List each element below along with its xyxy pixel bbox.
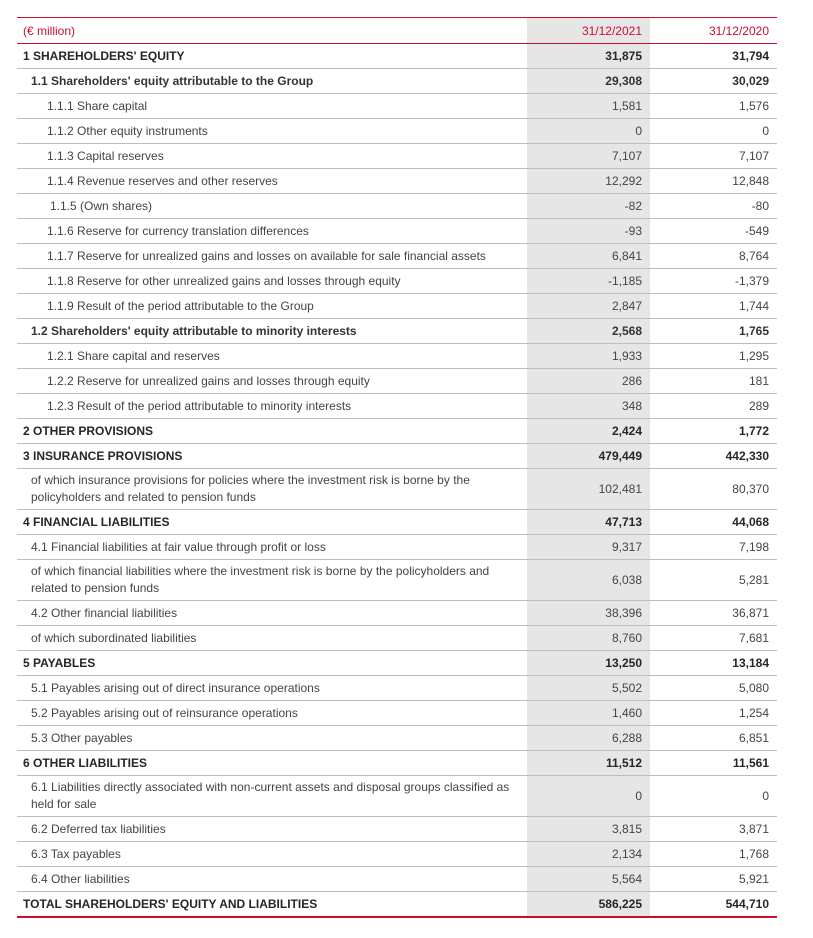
row-label: 1.1.6 Reserve for currency translation differences <box>17 219 527 244</box>
table-row <box>17 344 777 369</box>
row-label: 1 SHAREHOLDERS' EQUITY <box>17 44 527 69</box>
value-current: 2,568 <box>527 319 650 344</box>
table-row <box>17 726 777 751</box>
value-current: 348 <box>527 394 650 419</box>
column-header-previous: 31/12/2020 <box>650 18 777 44</box>
value-previous: -1,379 <box>650 269 777 294</box>
table-row <box>17 776 777 817</box>
row-label: 1.1.3 Capital reserves <box>17 144 527 169</box>
value-current: 1,933 <box>527 344 650 369</box>
value-current: 1,581 <box>527 94 650 119</box>
value-current: 586,225 <box>527 892 650 918</box>
table-row <box>17 469 777 510</box>
row-label: of which financial liabilities where the investment risk is borne by the policyholders and related to pension funds <box>17 560 527 601</box>
value-previous: 289 <box>650 394 777 419</box>
row-label: TOTAL SHAREHOLDERS' EQUITY AND LIABILITIES <box>17 892 527 918</box>
liabilities-table <box>17 17 777 918</box>
value-previous: 0 <box>650 119 777 144</box>
row-label: of which subordinated liabilities <box>17 626 527 651</box>
value-current: 11,512 <box>527 751 650 776</box>
value-previous: -80 <box>650 194 777 219</box>
row-label: 6.3 Tax payables <box>17 842 527 867</box>
row-label: 2 OTHER PROVISIONS <box>17 419 527 444</box>
value-current: 38,396 <box>527 601 650 626</box>
table-row <box>17 419 777 444</box>
table-row <box>17 751 777 776</box>
table-row <box>17 294 777 319</box>
value-current: 47,713 <box>527 510 650 535</box>
value-previous: 13,184 <box>650 651 777 676</box>
value-current: -82 <box>527 194 650 219</box>
row-label: 1.2.2 Reserve for unrealized gains and losses through equity <box>17 369 527 394</box>
table-row <box>17 651 777 676</box>
table-row <box>17 44 777 69</box>
value-previous: 80,370 <box>650 469 777 510</box>
row-label: 3 INSURANCE PROVISIONS <box>17 444 527 469</box>
row-label: 1.1.2 Other equity instruments <box>17 119 527 144</box>
value-previous: 544,710 <box>650 892 777 918</box>
table-row <box>17 219 777 244</box>
value-previous: 11,561 <box>650 751 777 776</box>
row-label: 6.4 Other liabilities <box>17 867 527 892</box>
table-row <box>17 444 777 469</box>
table-row <box>17 701 777 726</box>
row-label: 1.1.7 Reserve for unrealized gains and losses on available for sale financial assets <box>17 244 527 269</box>
value-previous: 181 <box>650 369 777 394</box>
value-previous: 7,107 <box>650 144 777 169</box>
row-label: 1.1.5 (Own shares) <box>17 194 527 219</box>
value-current: 5,564 <box>527 867 650 892</box>
value-current: 9,317 <box>527 535 650 560</box>
header-row <box>17 18 777 44</box>
value-previous: 0 <box>650 776 777 817</box>
unit-label: (€ million) <box>17 18 527 44</box>
value-current: 3,815 <box>527 817 650 842</box>
row-label: 1.1.4 Revenue reserves and other reserves <box>17 169 527 194</box>
value-previous: 12,848 <box>650 169 777 194</box>
row-label: 5 PAYABLES <box>17 651 527 676</box>
value-current: 1,460 <box>527 701 650 726</box>
row-label: of which insurance provisions for policies where the investment risk is borne by the policyholders and related to pension funds <box>17 469 527 510</box>
row-label: 1.2.3 Result of the period attributable to minority interests <box>17 394 527 419</box>
value-previous: 6,851 <box>650 726 777 751</box>
value-previous: 30,029 <box>650 69 777 94</box>
row-label: 4.2 Other financial liabilities <box>17 601 527 626</box>
value-previous: 3,871 <box>650 817 777 842</box>
row-label: 6.2 Deferred tax liabilities <box>17 817 527 842</box>
row-label: 1.1 Shareholders' equity attributable to the Group <box>17 69 527 94</box>
table-row <box>17 892 777 918</box>
value-current: 479,449 <box>527 444 650 469</box>
row-label: 5.3 Other payables <box>17 726 527 751</box>
value-previous: 36,871 <box>650 601 777 626</box>
table-row <box>17 319 777 344</box>
value-previous: 7,198 <box>650 535 777 560</box>
value-previous: 1,744 <box>650 294 777 319</box>
value-current: 0 <box>527 119 650 144</box>
value-previous: 442,330 <box>650 444 777 469</box>
table-row <box>17 94 777 119</box>
value-current: 7,107 <box>527 144 650 169</box>
value-previous: 1,576 <box>650 94 777 119</box>
column-header-current: 31/12/2021 <box>527 18 650 44</box>
row-label: 1.2 Shareholders' equity attributable to minority interests <box>17 319 527 344</box>
row-label: 1.1.8 Reserve for other unrealized gains and losses through equity <box>17 269 527 294</box>
row-label: 4.1 Financial liabilities at fair value through profit or loss <box>17 535 527 560</box>
value-current: 2,847 <box>527 294 650 319</box>
table-row <box>17 69 777 94</box>
value-previous: 5,080 <box>650 676 777 701</box>
table-row <box>17 394 777 419</box>
value-previous: 5,921 <box>650 867 777 892</box>
value-current: 2,134 <box>527 842 650 867</box>
value-previous: 1,772 <box>650 419 777 444</box>
table-body <box>17 44 777 918</box>
value-current: -93 <box>527 219 650 244</box>
table-row <box>17 510 777 535</box>
value-current: 6,288 <box>527 726 650 751</box>
table-row <box>17 169 777 194</box>
value-current: 2,424 <box>527 419 650 444</box>
value-previous: 8,764 <box>650 244 777 269</box>
table-row <box>17 842 777 867</box>
value-current: 5,502 <box>527 676 650 701</box>
value-previous: -549 <box>650 219 777 244</box>
value-current: -1,185 <box>527 269 650 294</box>
table-row <box>17 560 777 601</box>
row-label: 1.1.1 Share capital <box>17 94 527 119</box>
value-previous: 7,681 <box>650 626 777 651</box>
table-row <box>17 144 777 169</box>
value-previous: 1,254 <box>650 701 777 726</box>
value-previous: 31,794 <box>650 44 777 69</box>
value-current: 8,760 <box>527 626 650 651</box>
value-current: 6,841 <box>527 244 650 269</box>
row-label: 6.1 Liabilities directly associated with non-current assets and disposal groups classified as held for sale <box>17 776 527 817</box>
value-current: 0 <box>527 776 650 817</box>
table-row <box>17 535 777 560</box>
value-previous: 1,765 <box>650 319 777 344</box>
table-row <box>17 626 777 651</box>
table-row <box>17 676 777 701</box>
table-row <box>17 867 777 892</box>
row-label: 5.2 Payables arising out of reinsurance operations <box>17 701 527 726</box>
value-previous: 1,768 <box>650 842 777 867</box>
table-row <box>17 369 777 394</box>
value-previous: 1,295 <box>650 344 777 369</box>
value-previous: 44,068 <box>650 510 777 535</box>
table-row <box>17 119 777 144</box>
value-current: 102,481 <box>527 469 650 510</box>
row-label: 5.1 Payables arising out of direct insurance operations <box>17 676 527 701</box>
row-label: 4 FINANCIAL LIABILITIES <box>17 510 527 535</box>
table-row <box>17 817 777 842</box>
balance-sheet <box>17 17 777 918</box>
table-row <box>17 601 777 626</box>
value-current: 286 <box>527 369 650 394</box>
value-current: 29,308 <box>527 69 650 94</box>
table-row <box>17 244 777 269</box>
row-label: 1.1.9 Result of the period attributable to the Group <box>17 294 527 319</box>
value-current: 6,038 <box>527 560 650 601</box>
table-header <box>17 18 777 44</box>
value-current: 12,292 <box>527 169 650 194</box>
table-row <box>17 194 777 219</box>
value-previous: 5,281 <box>650 560 777 601</box>
row-label: 6 OTHER LIABILITIES <box>17 751 527 776</box>
value-current: 13,250 <box>527 651 650 676</box>
row-label: 1.2.1 Share capital and reserves <box>17 344 527 369</box>
table-row <box>17 269 777 294</box>
value-current: 31,875 <box>527 44 650 69</box>
